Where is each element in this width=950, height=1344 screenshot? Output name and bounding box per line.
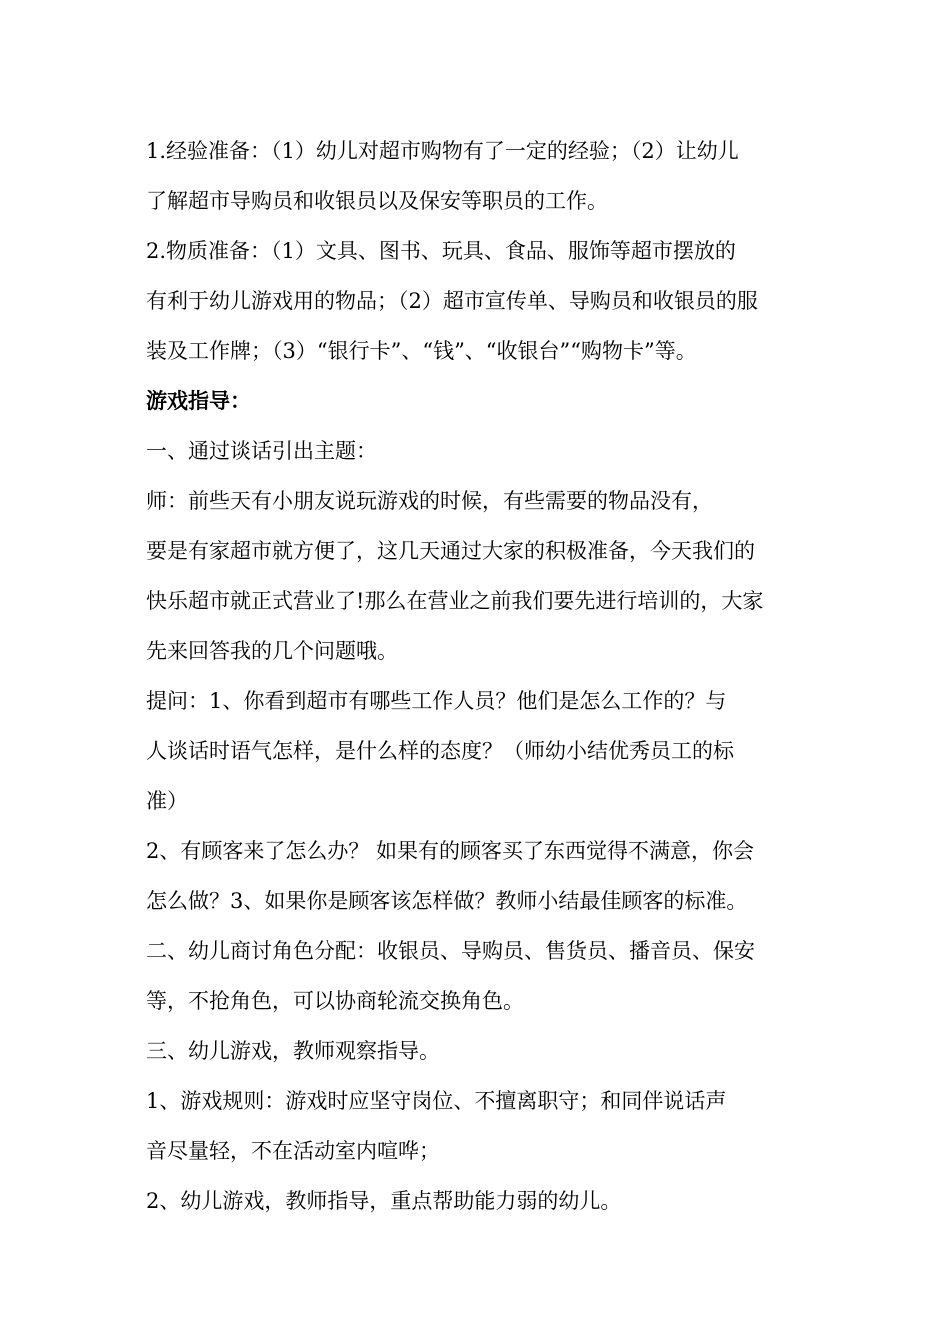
question-line-1: 提问：1、你看到超市有哪些工作人员？他们是怎么工作的？与 [146, 689, 727, 713]
paragraph-material-prep-cont-2: 装及工作牌；（3）“银行卡”、“钱”、“收银台”“购物卡”等。 [146, 339, 697, 363]
question-line-2: 人谈话时语气怎样，是什么样的态度？（师幼小结优秀员工的标 [146, 739, 734, 763]
teacher-dialogue-line-4: 先来回答我的几个问题哦。 [146, 639, 398, 663]
teacher-dialogue-line-1: 师：前些天有小朋友说玩游戏的时候，有些需要的物品没有， [146, 489, 713, 513]
game-rules-line-2: 音尽量轻，不在活动室内喧哗； [146, 1139, 440, 1163]
step-three-heading: 三、幼儿游戏，教师观察指导。 [146, 1039, 440, 1063]
section-heading-game-guidance: 游戏指导： [146, 388, 251, 413]
question-line-3: 准） [146, 789, 188, 813]
paragraph-experience-prep-cont: 了解超市导购员和收银员以及保安等职员的工作。 [146, 189, 608, 213]
teacher-dialogue-line-3: 快乐超市就正式营业了!那么在营业之前我们要先进行培训的，大家 [146, 589, 764, 613]
paragraph-experience-prep: 1.经验准备：（1）幼儿对超市购物有了一定的经验；（2）让幼儿 [146, 139, 739, 163]
step-two-role-assignment-cont: 等，不抢角色，可以协商轮流交换角色。 [146, 989, 524, 1013]
question-two-line-1: 2、有顾客来了怎么办？ 如果有的顾客买了东西觉得不满意，你会 [146, 839, 755, 863]
paragraph-material-prep-cont-1: 有利于幼儿游戏用的物品；（2）超市宣传单、导购员和收银员的服 [146, 289, 758, 313]
paragraph-material-prep: 2.物质准备：（1）文具、图书、玩具、食品、服饰等超市摆放的 [146, 239, 736, 263]
game-guidance-line: 2、幼儿游戏，教师指导，重点帮助能力弱的幼儿。 [146, 1189, 622, 1213]
teacher-dialogue-line-2: 要是有家超市就方便了，这几天通过大家的积极准备，今天我们的 [146, 539, 755, 563]
game-rules-line-1: 1、游戏规则：游戏时应坚守岗位、不擅离职守；和同伴说话声 [146, 1089, 727, 1113]
step-two-role-assignment: 二、幼儿商讨角色分配：收银员、导购员、售货员、播音员、保安 [146, 939, 755, 963]
question-two-line-2: 怎么做？3、如果你是顾客该怎样做？教师小结最佳顾客的标准。 [146, 889, 748, 913]
step-one-heading: 一、通过谈话引出主题： [146, 439, 377, 463]
